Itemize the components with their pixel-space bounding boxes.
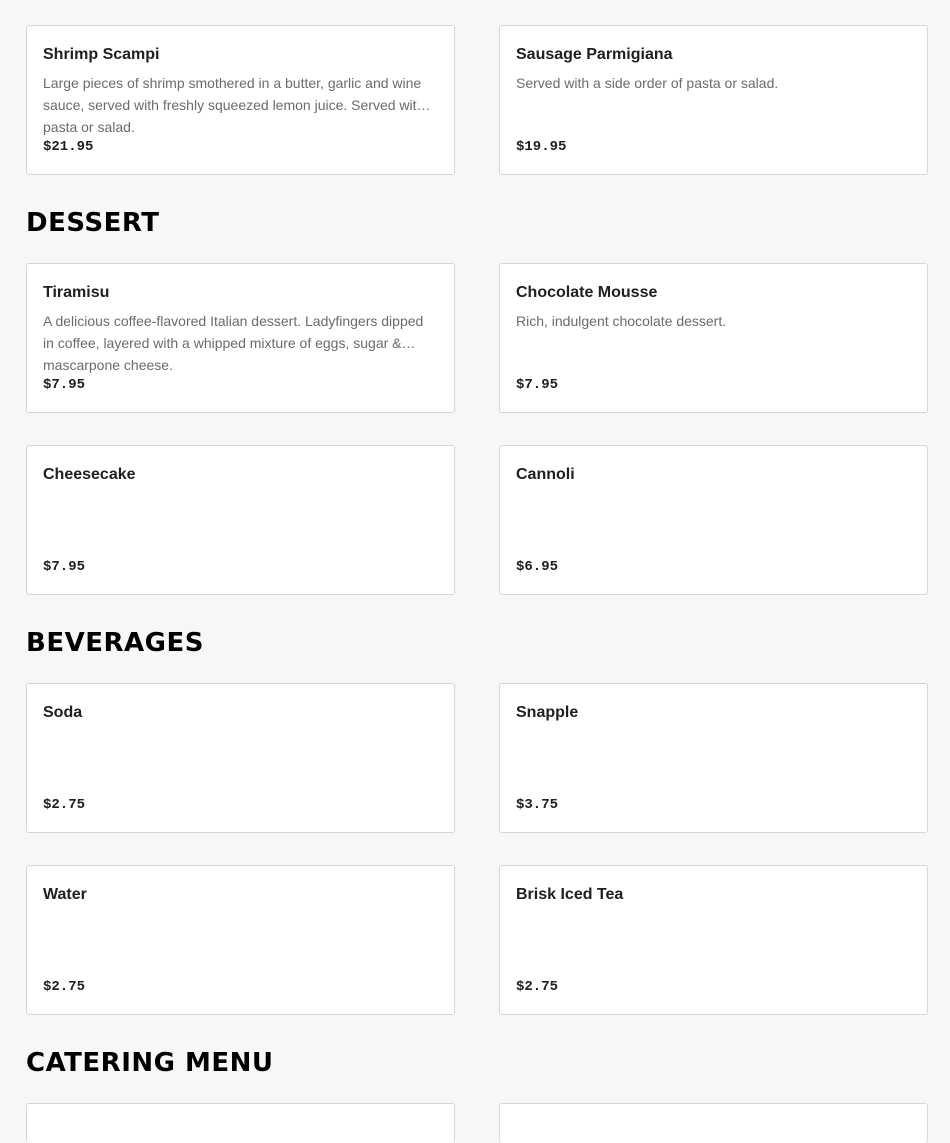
- menu-item-card[interactable]: [26, 865, 455, 1015]
- section-title-beverages: BEVERAGES: [26, 628, 204, 658]
- menu-item-card[interactable]: [499, 865, 928, 1015]
- menu-item-card[interactable]: [499, 445, 928, 595]
- menu-item-card[interactable]: [499, 25, 928, 175]
- menu-item-card[interactable]: [26, 25, 455, 175]
- menu-item-name: Chocolate Mousse: [516, 284, 658, 301]
- menu-item-price: $19.95: [516, 139, 567, 155]
- menu-item-card[interactable]: [499, 1103, 928, 1143]
- menu-item-description: Served with a side order of pasta or salad.: [516, 75, 779, 91]
- menu-item-name: Cheesecake: [43, 466, 136, 483]
- menu-item-price: $2.75: [516, 979, 559, 995]
- menu-item-name: Brisk Iced Tea: [516, 886, 624, 903]
- menu-item-price: $7.95: [43, 559, 86, 575]
- menu-item-name: Tiramisu: [43, 284, 110, 301]
- menu-item-price: $7.95: [43, 377, 86, 393]
- menu-item-price: $2.75: [43, 979, 86, 995]
- menu-item-name: Sausage Parmigiana: [516, 46, 673, 63]
- menu-item-name: Cannoli: [516, 466, 575, 483]
- menu-item-description: Rich, indulgent chocolate dessert.: [516, 313, 727, 329]
- menu-item-name: Soda: [43, 704, 83, 721]
- menu-item-price: $2.75: [43, 797, 86, 813]
- menu-page: [26, 0, 928, 1143]
- menu-item-price: $21.95: [43, 139, 94, 155]
- menu-item-card[interactable]: [499, 683, 928, 833]
- menu-item-card[interactable]: [499, 263, 928, 413]
- menu-item-card[interactable]: [26, 683, 455, 833]
- menu-item-name: Shrimp Scampi: [43, 46, 160, 63]
- menu-item-name: Snapple: [516, 704, 579, 721]
- menu-item-card[interactable]: [26, 1103, 455, 1143]
- menu-grid-catering: [26, 1103, 928, 1143]
- menu-item-price: $6.95: [516, 559, 559, 575]
- menu-item-name: Water: [43, 886, 87, 903]
- section-title-dessert: DESSERT: [26, 208, 160, 238]
- menu-item-description: A delicious coffee-flavored Italian dessert. Ladyfingers dipped in coffee, layered with a whipped mixture of eggs, sugar & mascarpone cheese.: [43, 313, 424, 373]
- menu-item-card[interactable]: [26, 263, 455, 413]
- menu-item-price: $3.75: [516, 797, 559, 813]
- menu-grid-entrees: [26, 25, 928, 175]
- section-title-catering-menu: CATERING MENU: [26, 1048, 274, 1078]
- menu-grid-dessert: [26, 263, 928, 595]
- menu-grid-beverages: [26, 683, 928, 1015]
- menu-item-price: $7.95: [516, 377, 559, 393]
- menu-item-description: Large pieces of shrimp smothered in a butter, garlic and wine sauce, served with freshly squeezed lemon juice. Served with pasta or salad.: [43, 75, 425, 135]
- menu-item-card[interactable]: [26, 445, 455, 595]
